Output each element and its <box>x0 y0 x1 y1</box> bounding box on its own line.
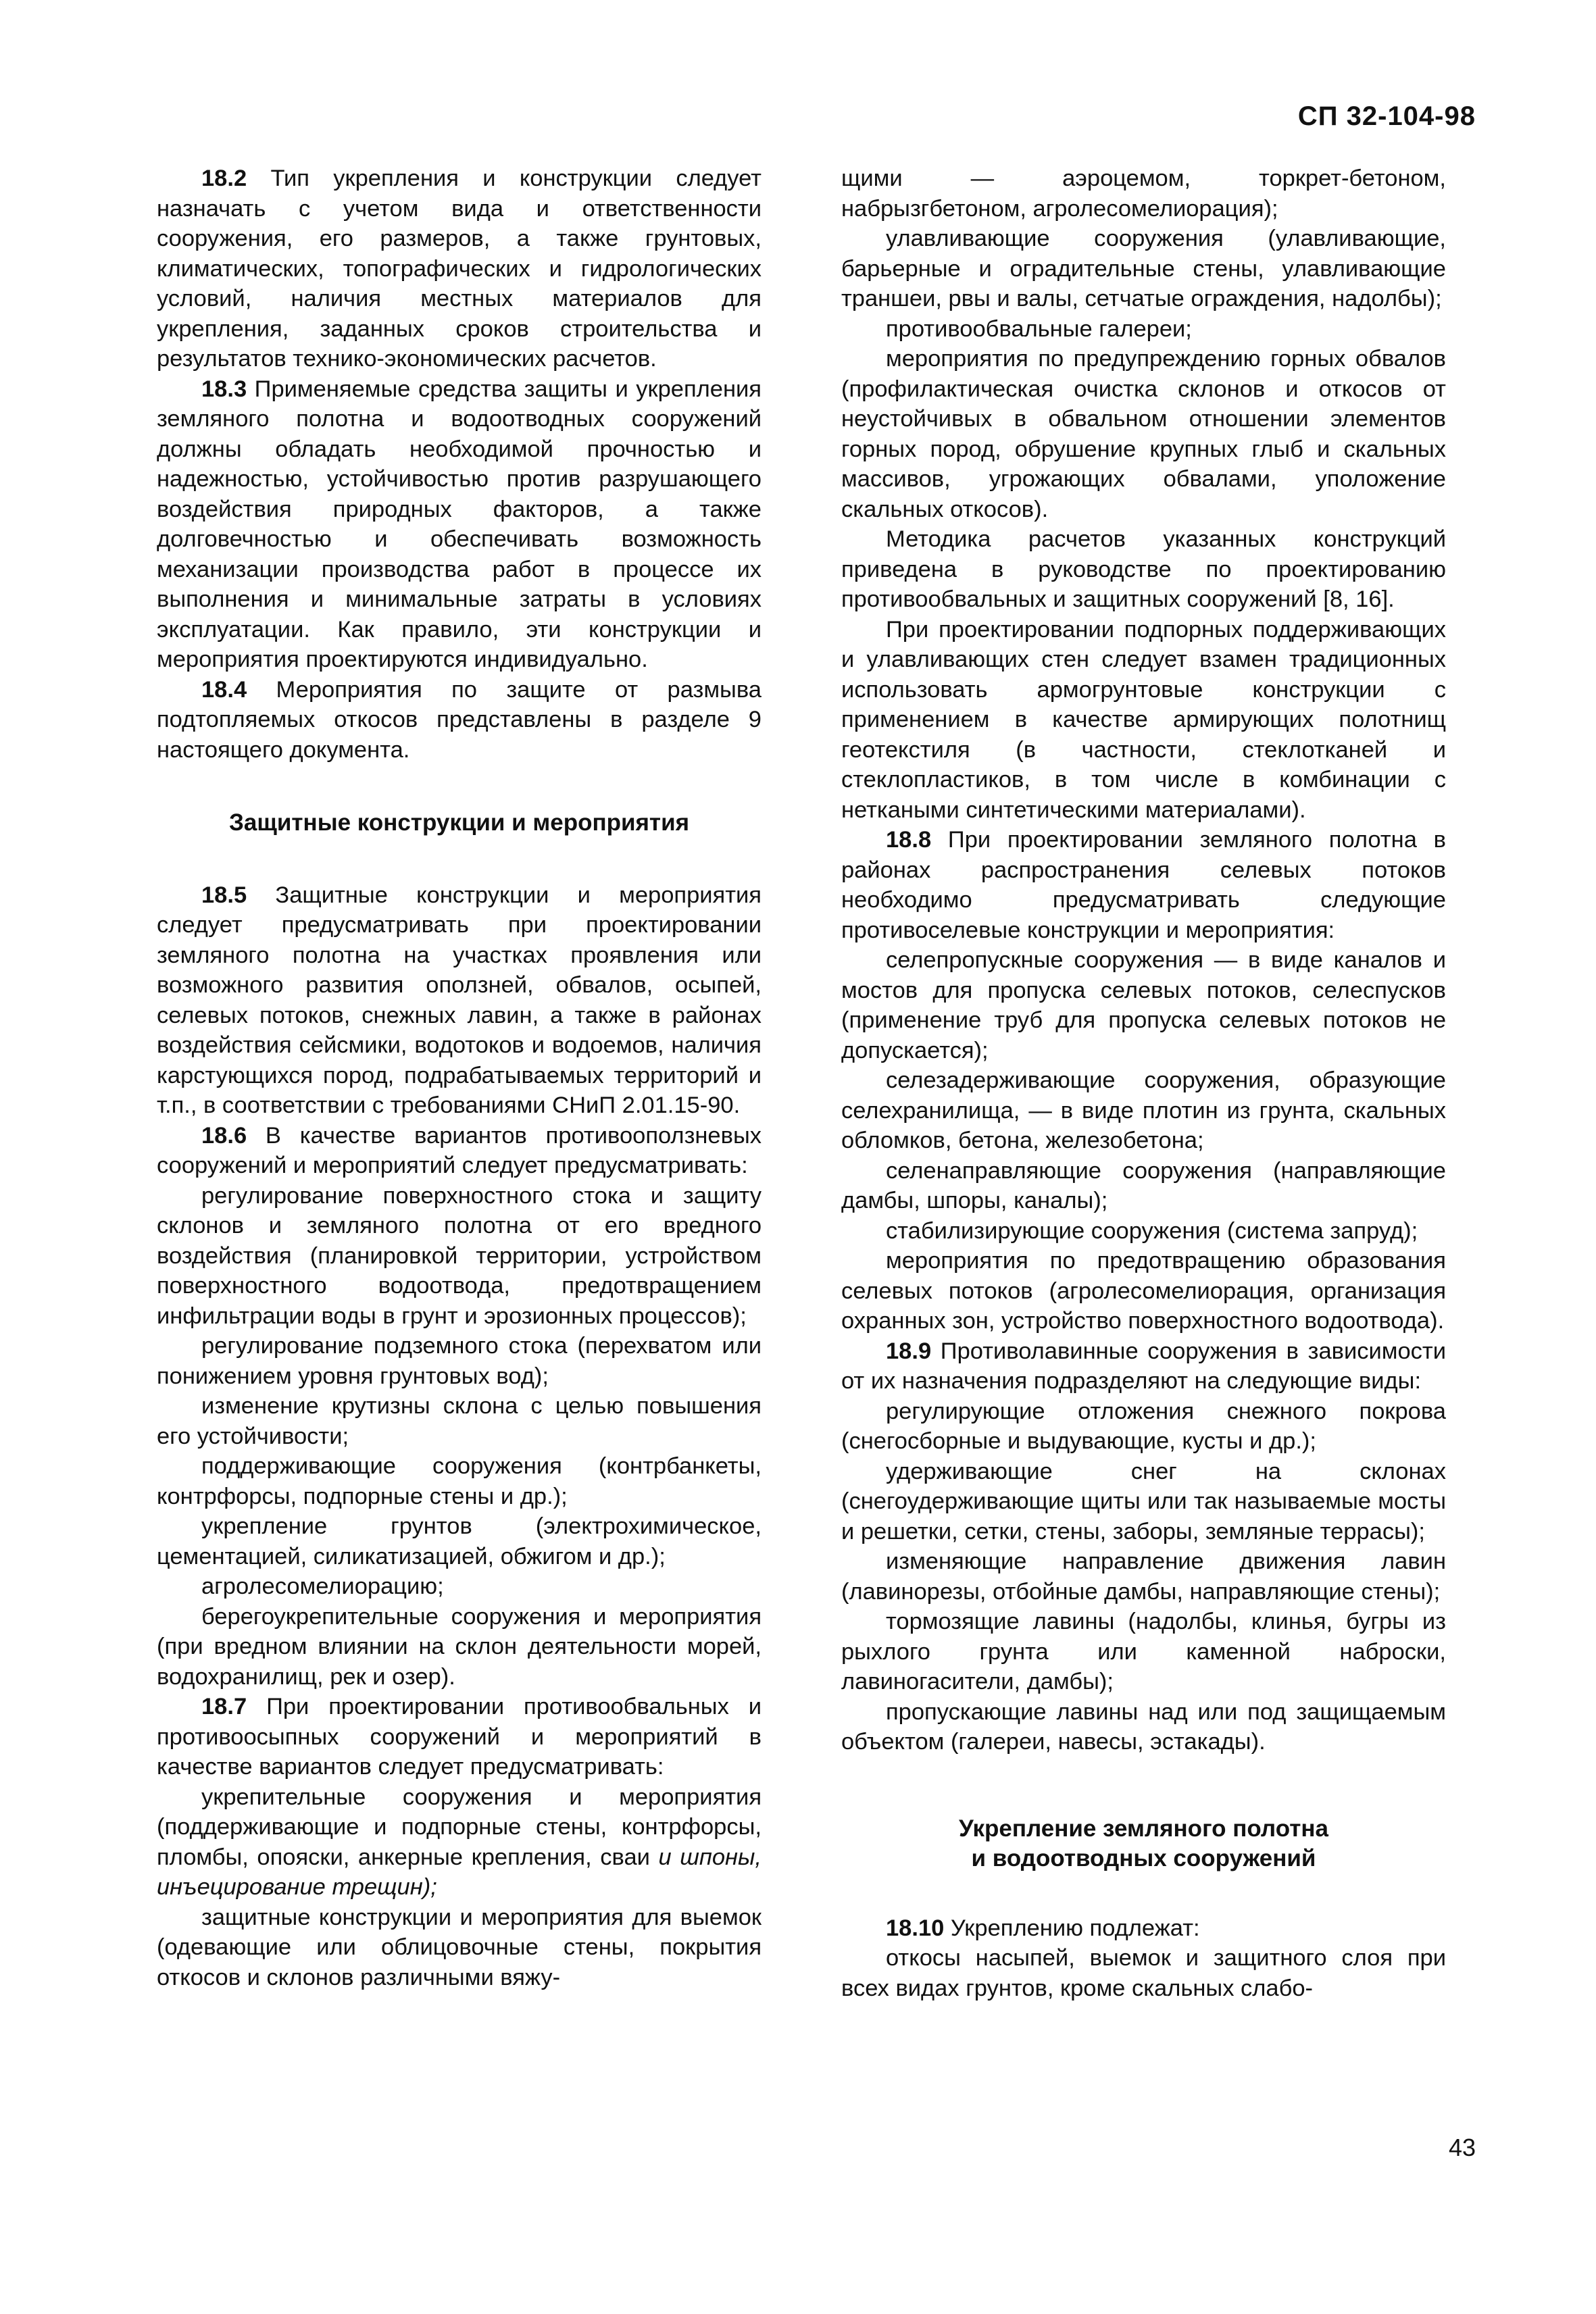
section-heading-line: Укрепление земляного полотна <box>959 1815 1328 1842</box>
clause-18-6 <box>157 1121 762 1181</box>
clause-text: Защитные конструкции и мероприятия следует предусматривать при проектировании земляного полотна на участках проявления или возможного развития оползней, обвалов, осыпей, селевых потоков, снежных лавин, а также в районах воздействия сейсмики, водотоков и водоемов, наличия карстующихся пород, подрабатываемых территорий и т.п., в соответствии с требованиями СНиП 2.01.15-90. <box>157 882 762 1118</box>
list-item: агролесомелиорацию; <box>201 1574 444 1599</box>
list-item: изменяющие направление движения лавин (лавинорезы, отбойные дамбы, направляющие стены); <box>841 1549 1446 1605</box>
clause-number: 18.8 <box>886 827 932 853</box>
clause-18-9 <box>841 1336 1446 1397</box>
clause-18-3 <box>157 374 762 675</box>
list-item: регулирующие отложения снежного покрова (снегосборные и выдувающие, кусты и др.); <box>841 1398 1446 1454</box>
clause-number: 18.7 <box>201 1694 247 1719</box>
list-item: селепропускные сооружения — в виде каналов и мостов для пропуска селевых потоков, селеспусков (применение труб для пропуска селевых потоков не допускается); <box>841 947 1446 1063</box>
list-item: селезадерживающие сооружения, образующие селехранилища, — в виде плотин из грунта, скальных обломков, бетона, железобетона; <box>841 1067 1446 1153</box>
clause-number: 18.10 <box>886 1915 945 1941</box>
list-item: тормозящие лавины (надолбы, клинья, бугры из рыхлого грунта или каменной наброски, лавиногасители, дамбы); <box>841 1609 1446 1694</box>
clause-18-8 <box>841 825 1446 945</box>
clause-18-4 <box>157 675 762 765</box>
clause-18-2 <box>157 164 762 374</box>
list-item: поддерживающие сооружения (контрбанкеты, контрфорсы, подпорные стены и др.); <box>157 1453 762 1509</box>
clause-text: В качестве вариантов противооползневых сооружений и мероприятий следует предусматривать: <box>157 1122 762 1178</box>
list-item: укрепление грунтов (электрохимическое, цементацией, силикатизацией, обжигом и др.); <box>157 1513 762 1569</box>
list-item: откосы насыпей, выемок и защитного слоя при всех видах грунтов, кроме скальных слабо- <box>841 1945 1446 2001</box>
list-item: мероприятия по предотвращению образования селевых потоков (агролесомелиорация, организация охранных зон, устройство поверхностного водоотвода). <box>841 1248 1446 1334</box>
continued-text: щими — аэроцемом, торкрет-бетоном, набрызгбетоном, агролесомелиорация); <box>841 166 1446 222</box>
clause-text: Мероприятия по защите от размыва подтопляемых откосов представлены в разделе 9 настоящего документа. <box>157 676 762 763</box>
clause-number: 18.9 <box>886 1338 932 1364</box>
left-column <box>157 164 762 1992</box>
list-item: изменение крутизны склона с целью повышения его устойчивости; <box>157 1393 762 1449</box>
clause-text: Тип укрепления и конструкции следует назначать с учетом вида и ответственности сооружения, его размеров, а также грунтовых, климатических, топографических и гидрологических условий, наличия местных материалов для укрепления, заданных сроков строительства и результатов технико-экономических расчетов. <box>157 166 762 372</box>
clause-number: 18.6 <box>201 1122 247 1149</box>
page-number: 43 <box>1448 2134 1476 2161</box>
paragraph: При проектировании подпорных поддерживающих и улавливающих стен следует взамен традиционных использовать армогрунтовые конструкции с применением в качестве армирующих полотнищ геотекстиля (в частности, стеклотканей и стеклопластиков, в том числе в комбинации с неткаными синтетическими материалами). <box>841 616 1446 823</box>
clause-text: Укреплению подлежат: <box>944 1915 1200 1941</box>
document-code: СП 32-104-98 <box>1297 101 1476 131</box>
list-item: удерживающие снег на склонах (снегоудерживающие щиты или так называемые мосты и решетки, сетки, стены, заборы, земляные террасы); <box>841 1458 1446 1544</box>
right-column <box>841 164 1446 2003</box>
list-item: мероприятия по предупреждению горных обвалов (профилактическая очистка склонов и откосов от неустойчивых в обвальном отношении элементов горных пород, обрушение крупных глыб и скальных массивов, угрожающих обвалами, уположение скальных откосов). <box>841 346 1446 522</box>
list-item: защитные конструкции и мероприятия для выемок (одевающие или облицовочные стены, покрытия откосов и склонов различными вяжу- <box>157 1904 762 1990</box>
clause-text: Противолавинные сооружения в зависимости от их назначения подразделяют на следующие виды: <box>841 1338 1446 1394</box>
list-item: берегоукрепительные сооружения и мероприятия (при вредном влиянии на склон деятельности морей, водохранилищ, рек и озер). <box>157 1603 762 1690</box>
clause-18-7 <box>157 1692 762 1782</box>
list-item-text: укрепительные сооружения и мероприятия (поддерживающие и подпорные стены, контрфорсы, пломбы, опояски, анкерные крепления, сваи <box>157 1784 762 1870</box>
list-item: селенаправляющие сооружения (направляющие дамбы, шпоры, каналы); <box>841 1157 1446 1213</box>
list-item: улавливающие сооружения (улавливающие, барьерные и оградительные стены, улавливающие траншеи, рвы и валы, сетчатые ограждения, надолбы); <box>841 226 1446 311</box>
section-heading <box>841 1814 1446 1874</box>
clause-text: При проектировании противообвальных и противоосыпных сооружений и мероприятий в качестве вариантов следует предусматривать: <box>157 1694 762 1780</box>
list-item-italic-text: и шпоны, инъецирование трещин); <box>157 1844 762 1900</box>
list-item: регулирование поверхностного стока и защиту склонов и земляного полотна от его вредного воздействия (планировкой территории, устройством поверхностного водоотвода, предотвращением инфильтрации воды в грунт и эрозионных процессов); <box>157 1182 762 1329</box>
list-item: противообвальные галереи; <box>886 316 1192 342</box>
clause-number: 18.2 <box>201 166 247 191</box>
list-item: регулирование подземного стока (перехватом или понижением уровня грунтовых вод); <box>157 1333 762 1389</box>
clause-number: 18.3 <box>201 376 247 402</box>
section-heading: Защитные конструкции и мероприятия <box>228 809 690 836</box>
clause-number: 18.4 <box>201 676 247 703</box>
list-item <box>157 1782 762 1903</box>
list-item: стабилизирующие сооружения (система запруд); <box>886 1217 1418 1244</box>
clause-18-5 <box>157 880 762 1121</box>
section-heading-line: и водоотводных сооружений <box>971 1845 1316 1871</box>
paragraph: Методика расчетов указанных конструкций приведена в руководстве по проектированию противообвальных и защитных сооружений [8, 16]. <box>841 526 1446 612</box>
clause-number: 18.5 <box>201 882 247 908</box>
clause-text: Применяемые средства защиты и укрепления земляного полотна и водоотводных сооружений должны обладать необходимой прочностью и надежностью, устойчивостью против разрушающего воздействия природных факторов, а также долговечностью и обеспечивать возможность механизации производства работ в процессе их выполнения и минимальные затраты в условиях эксплуатации. Как правило, эти конструкции и мероприятия проектируются индивидуально. <box>157 376 762 672</box>
list-item: пропускающие лавины над или под защищаемым объектом (галереи, навесы, эстакады). <box>841 1699 1446 1755</box>
clause-18-10 <box>841 1913 1446 1944</box>
clause-text: При проектировании земляного полотна в районах распространения селевых потоков необходимо предусматривать следующие противоселевые конструкции и мероприятия: <box>841 827 1446 943</box>
